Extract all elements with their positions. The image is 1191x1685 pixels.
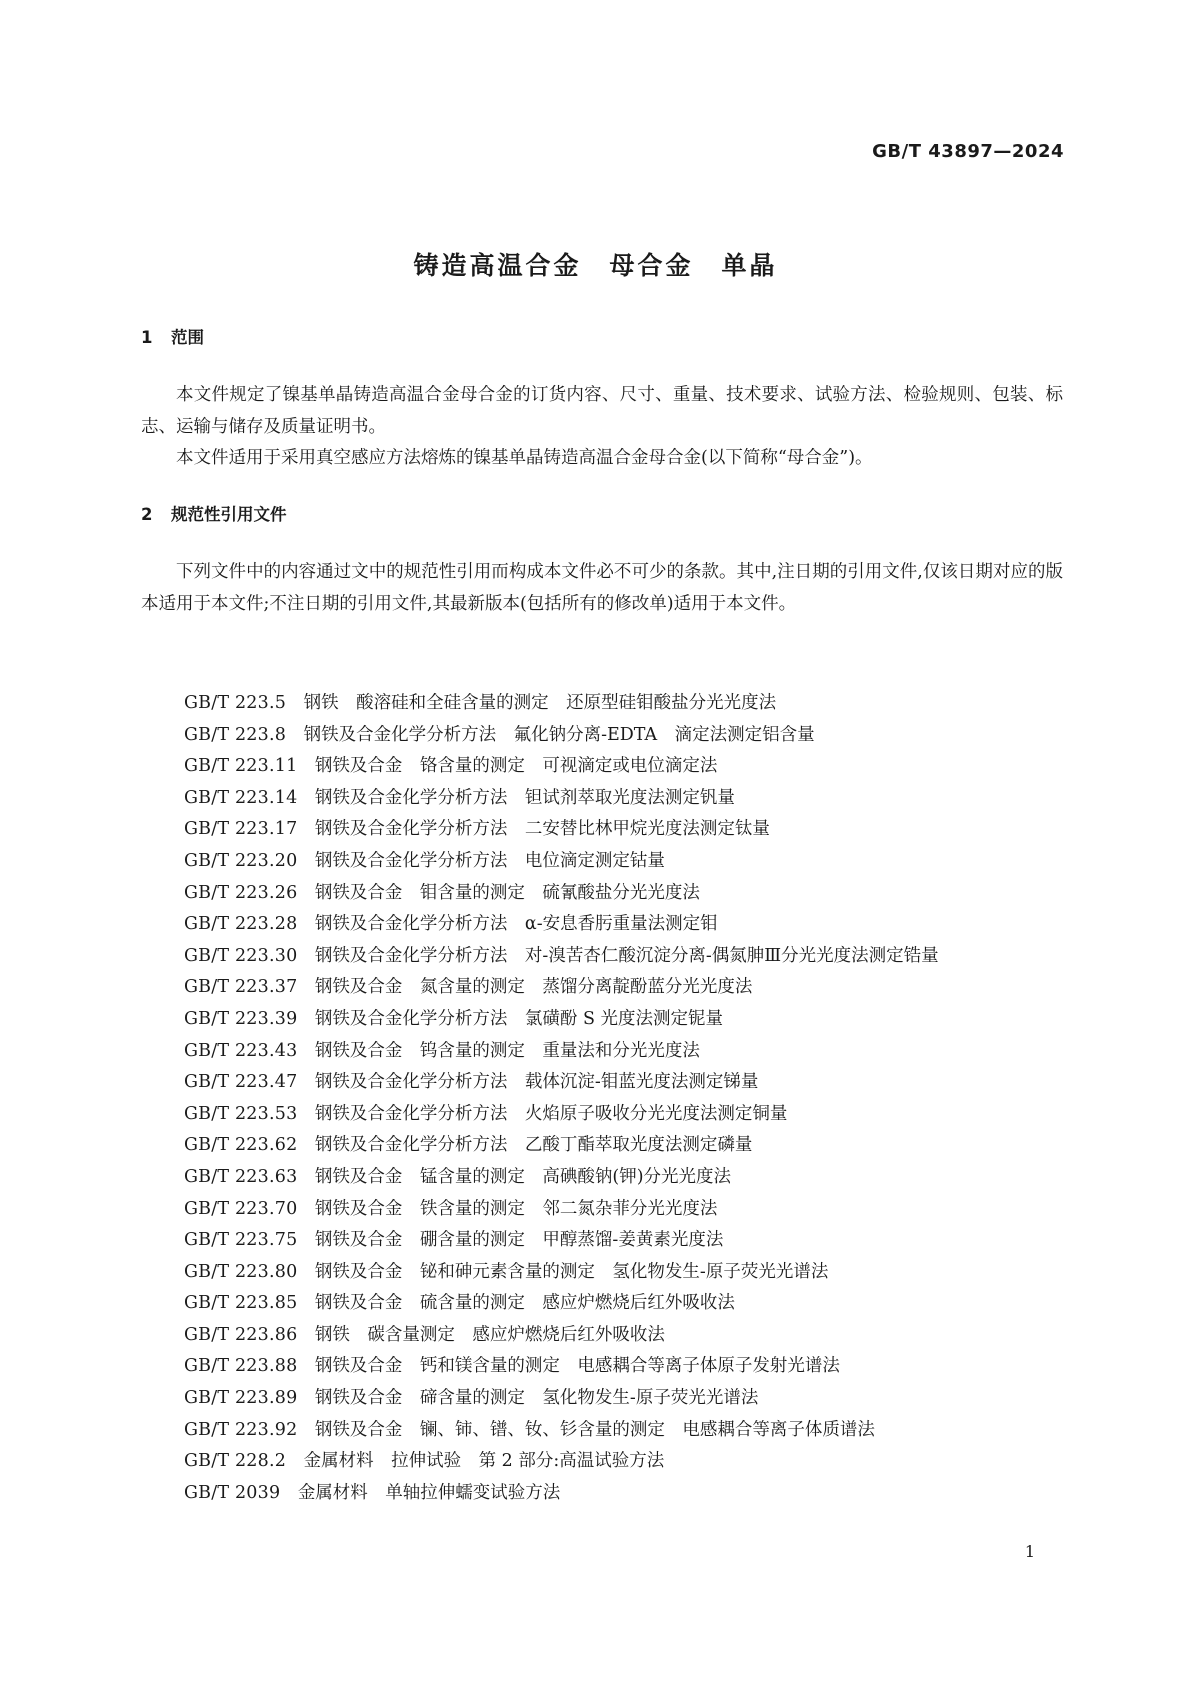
reference-item [141, 1415, 1063, 1447]
reference-item [141, 1067, 1063, 1099]
reference-item [141, 1383, 1063, 1415]
reference-list [141, 688, 1063, 1509]
reference-title: 钢铁及合金化学分析方法 α-安息香肟重量法测定钼 [314, 914, 718, 935]
reference-code: GB/T 223.28 [184, 914, 298, 935]
reference-title: 钢铁及合金 碲含量的测定 氢化物发生-原子荧光光谱法 [314, 1388, 759, 1409]
reference-title: 钢铁及合金 钼含量的测定 硫氰酸盐分光光度法 [314, 882, 700, 903]
reference-item [141, 1004, 1063, 1036]
reference-item [141, 783, 1063, 815]
reference-title: 钢铁及合金化学分析方法 钽试剂萃取光度法测定钒量 [314, 787, 735, 808]
section-heading-scope [141, 324, 204, 348]
references-intro-paragraph: 下列文件中的内容通过文中的规范性引用而构成本文件必不可少的条款。其中,注日期的引用文件,仅该日期对应的版本适用于本文件;不注日期的引用文件,其最新版本(包括所有的修改单)适用于本文件。 [141, 562, 1063, 614]
reference-title: 钢铁及合金 铁含量的测定 邻二氮杂菲分光光度法 [314, 1198, 718, 1219]
reference-item [141, 909, 1063, 941]
reference-code: GB/T 228.2 [184, 1451, 287, 1472]
reference-item [141, 1162, 1063, 1194]
references-intro [141, 557, 1063, 620]
scope-paragraphs [141, 380, 1063, 475]
reference-item [141, 688, 1063, 720]
reference-title: 钢铁及合金化学分析方法 电位滴定测定钴量 [314, 850, 665, 871]
reference-code: GB/T 223.70 [184, 1198, 298, 1219]
reference-code: GB/T 223.92 [184, 1419, 298, 1440]
reference-code: GB/T 223.37 [184, 977, 298, 998]
reference-item [141, 1288, 1063, 1320]
reference-item [141, 1478, 1063, 1510]
reference-item [141, 1225, 1063, 1257]
reference-item [141, 1320, 1063, 1352]
reference-code: GB/T 223.20 [184, 850, 298, 871]
reference-code: GB/T 223.11 [184, 756, 298, 777]
reference-title: 钢铁 酸溶硅和全硅含量的测定 还原型硅钼酸盐分光光度法 [303, 693, 777, 713]
reference-code: GB/T 223.14 [184, 787, 298, 808]
reference-item [141, 751, 1063, 783]
reference-title: 金属材料 单轴拉伸蠕变试验方法 [297, 1482, 561, 1503]
reference-code: GB/T 223.43 [184, 1040, 298, 1061]
reference-code: GB/T 2039 [184, 1482, 281, 1503]
reference-code: GB/T 223.17 [184, 819, 298, 840]
reference-item [141, 1257, 1063, 1289]
section-title: 规范性引用文件 [171, 505, 287, 524]
reference-code: GB/T 223.30 [184, 945, 298, 966]
scope-paragraph: 本文件适用于采用真空感应方法熔炼的镍基单晶铸造高温合金母合金(以下简称“母合金”)。 [176, 448, 873, 469]
section-title: 范围 [171, 328, 204, 347]
reference-item [141, 1130, 1063, 1162]
standard-code: GB/T 43897—2024 [872, 141, 1064, 162]
section-number: 1 [141, 328, 153, 347]
reference-code: GB/T 223.89 [184, 1388, 298, 1409]
reference-title: 钢铁及合金化学分析方法 二安替比林甲烷光度法测定钛量 [314, 819, 770, 840]
reference-code: GB/T 223.63 [184, 1166, 298, 1187]
reference-title: 钢铁及合金 铋和砷元素含量的测定 氢化物发生-原子荧光光谱法 [314, 1261, 829, 1282]
reference-title: 钢铁 碳含量测定 感应炉燃烧后红外吸收法 [314, 1324, 665, 1345]
reference-title: 钢铁及合金 镧、铈、镨、钕、钐含量的测定 电感耦合等离子体质谱法 [314, 1419, 875, 1440]
reference-code: GB/T 223.86 [184, 1324, 298, 1345]
reference-code: GB/T 223.26 [184, 882, 298, 903]
reference-code: GB/T 223.80 [184, 1261, 298, 1282]
reference-title: 钢铁及合金 钨含量的测定 重量法和分光光度法 [314, 1040, 700, 1061]
reference-title: 钢铁及合金化学分析方法 火焰原子吸收分光光度法测定铜量 [314, 1103, 788, 1124]
reference-code: GB/T 223.39 [184, 1008, 298, 1029]
reference-code: GB/T 223.5 [184, 693, 287, 713]
reference-title: 金属材料 拉伸试验 第 2 部分:高温试验方法 [303, 1451, 665, 1472]
reference-item [141, 814, 1063, 846]
section-heading-normative-references [141, 501, 287, 525]
reference-item [141, 1099, 1063, 1131]
reference-title: 钢铁及合金 钙和镁含量的测定 电感耦合等离子体原子发射光谱法 [314, 1356, 840, 1377]
reference-item [141, 1036, 1063, 1068]
page-number: 1 [1024, 1542, 1035, 1561]
scope-paragraph: 本文件规定了镍基单晶铸造高温合金母合金的订货内容、尺寸、重量、技术要求、试验方法、检验规则、包装、标志、运输与储存及质量证明书。 [141, 385, 1063, 437]
reference-title: 钢铁及合金化学分析方法 乙酸丁酯萃取光度法测定磷量 [314, 1135, 753, 1156]
document-title: 铸造高温合金 母合金 单晶 [413, 251, 778, 280]
reference-item [141, 941, 1063, 973]
reference-title: 钢铁及合金化学分析方法 载体沉淀-钼蓝光度法测定锑量 [314, 1072, 759, 1093]
section-number: 2 [141, 505, 153, 524]
reference-item [141, 1351, 1063, 1383]
reference-code: GB/T 223.8 [184, 724, 287, 745]
reference-item [141, 972, 1063, 1004]
reference-code: GB/T 223.85 [184, 1293, 298, 1314]
reference-title: 钢铁及合金 锰含量的测定 高碘酸钠(钾)分光光度法 [314, 1166, 732, 1187]
reference-title: 钢铁及合金 硼含量的测定 甲醇蒸馏-姜黄素光度法 [314, 1230, 724, 1251]
reference-code: GB/T 223.53 [184, 1103, 298, 1124]
reference-code: GB/T 223.62 [184, 1135, 298, 1156]
reference-code: GB/T 223.75 [184, 1230, 298, 1251]
reference-item [141, 720, 1063, 752]
reference-title: 钢铁及合金化学分析方法 对-溴苦杏仁酸沉淀分离-偶氮胂Ⅲ分光光度法测定锆量 [314, 945, 939, 966]
reference-item [141, 1194, 1063, 1226]
reference-item [141, 846, 1063, 878]
reference-title: 钢铁及合金 氮含量的测定 蒸馏分离靛酚蓝分光光度法 [314, 977, 753, 998]
reference-code: GB/T 223.47 [184, 1072, 298, 1093]
reference-title: 钢铁及合金 铬含量的测定 可视滴定或电位滴定法 [314, 756, 718, 777]
reference-item [141, 878, 1063, 910]
reference-title: 钢铁及合金化学分析方法 氯磺酚 S 光度法测定铌量 [314, 1008, 724, 1029]
reference-item [141, 1446, 1063, 1478]
reference-title: 钢铁及合金 硫含量的测定 感应炉燃烧后红外吸收法 [314, 1293, 735, 1314]
reference-title: 钢铁及合金化学分析方法 氟化钠分离-EDTA 滴定法测定铝含量 [303, 724, 815, 745]
reference-code: GB/T 223.88 [184, 1356, 298, 1377]
